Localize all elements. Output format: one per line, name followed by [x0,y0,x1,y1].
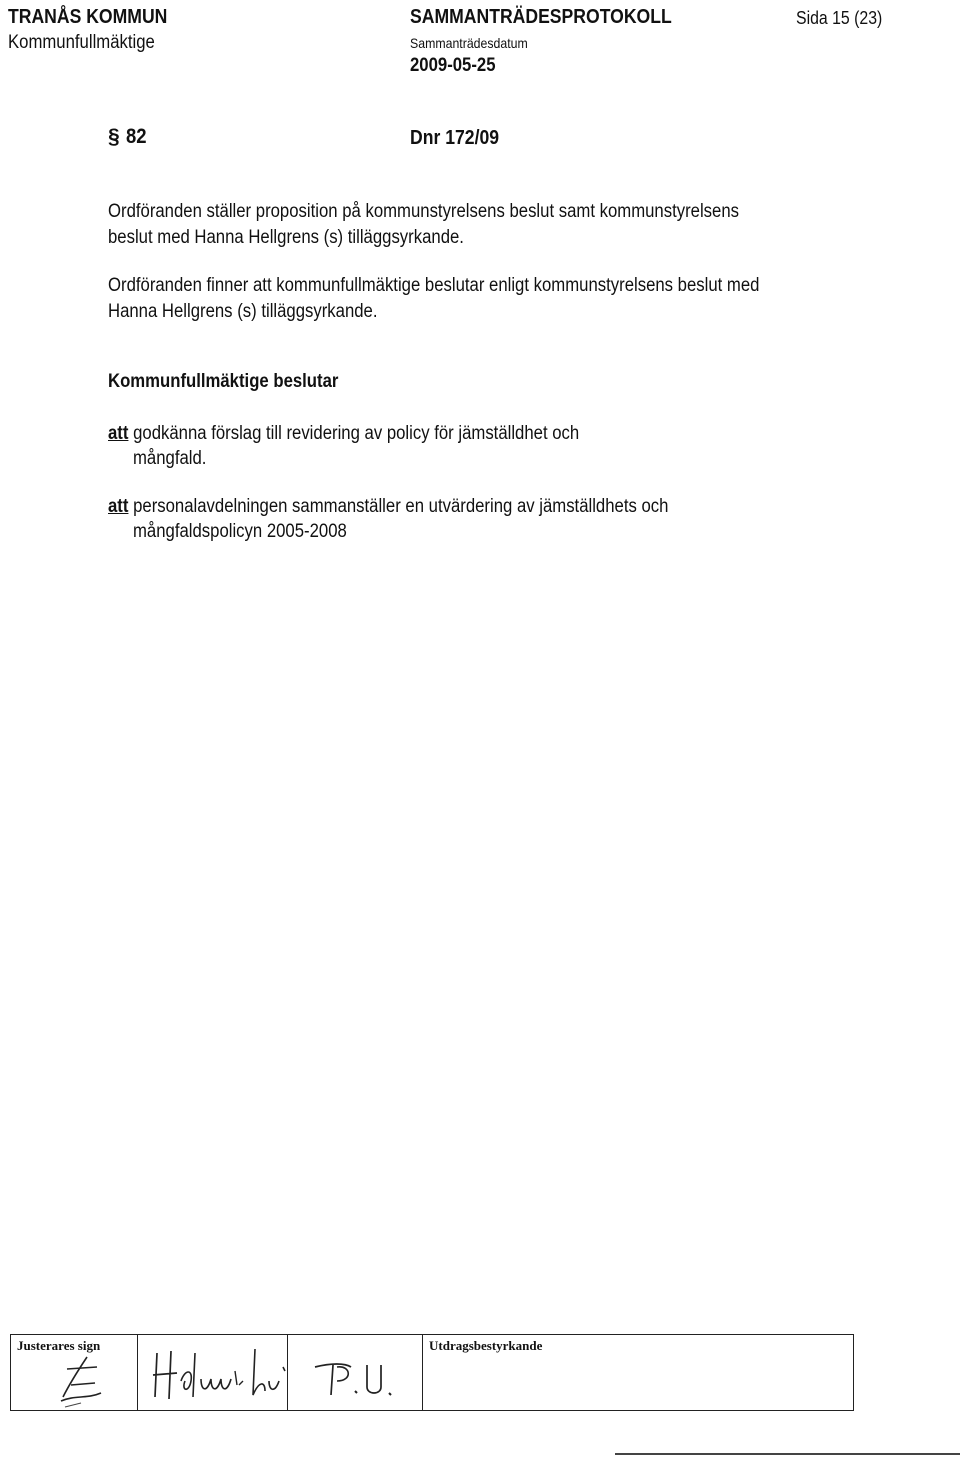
section-number: 82 [125,125,147,148]
decision-1 [108,421,579,447]
decision-2-line-1: personalavdelningen sammanställer en utvärdering av jämställdhets och [133,496,669,517]
dnr: Dnr 172/09 [410,127,500,149]
paragraph-1-line-1: Ordföranden ställer proposition på kommunstyrelsens beslut samt kommunstyrelsens [108,201,740,222]
decision-1-line-2: mångfald. [133,448,207,469]
footer-rule [615,1453,960,1455]
decision-heading: Kommunfullmäktige beslutar [108,371,339,392]
signature-3 [311,1353,401,1403]
signature-2 [145,1341,295,1407]
meeting-date: 2009-05-25 [410,55,496,76]
decision-2 [108,494,668,520]
signature-1 [47,1349,117,1409]
municipality-name: TRANÅS KOMMUN [8,6,168,28]
paragraph-2-line-2: Hanna Hellgrens (s) tilläggsyrkande. [108,301,378,322]
page-number: Sida 15 (23) [796,8,883,28]
att-keyword: att [108,496,129,517]
date-label: Sammanträdesdatum [410,35,528,51]
decision-1-line-1: godkänna förslag till revidering av policy för jämställdhet och [133,423,580,444]
att-keyword: att [108,423,129,444]
utdragsbestyrkande-label: Utdragsbestyrkande [429,1338,543,1353]
assembly-name: Kommunfullmäktige [8,32,155,53]
document-type: SAMMANTRÄDESPROTOKOLL [410,6,672,28]
decision-2-line-2: mångfaldspolicyn 2005-2008 [133,521,347,542]
signature-box [10,1334,854,1411]
section-heading [108,125,149,149]
paragraph-2-line-1: Ordföranden finner att kommunfullmäktige beslutar enligt kommunstyrelsens beslut med [108,275,760,296]
paragraph-sign: § [108,125,120,148]
paragraph-1-line-2: beslut med Hanna Hellgrens (s) tilläggsyrkande. [108,227,464,248]
justerares-sign-label: Justerares sign [17,1338,101,1353]
